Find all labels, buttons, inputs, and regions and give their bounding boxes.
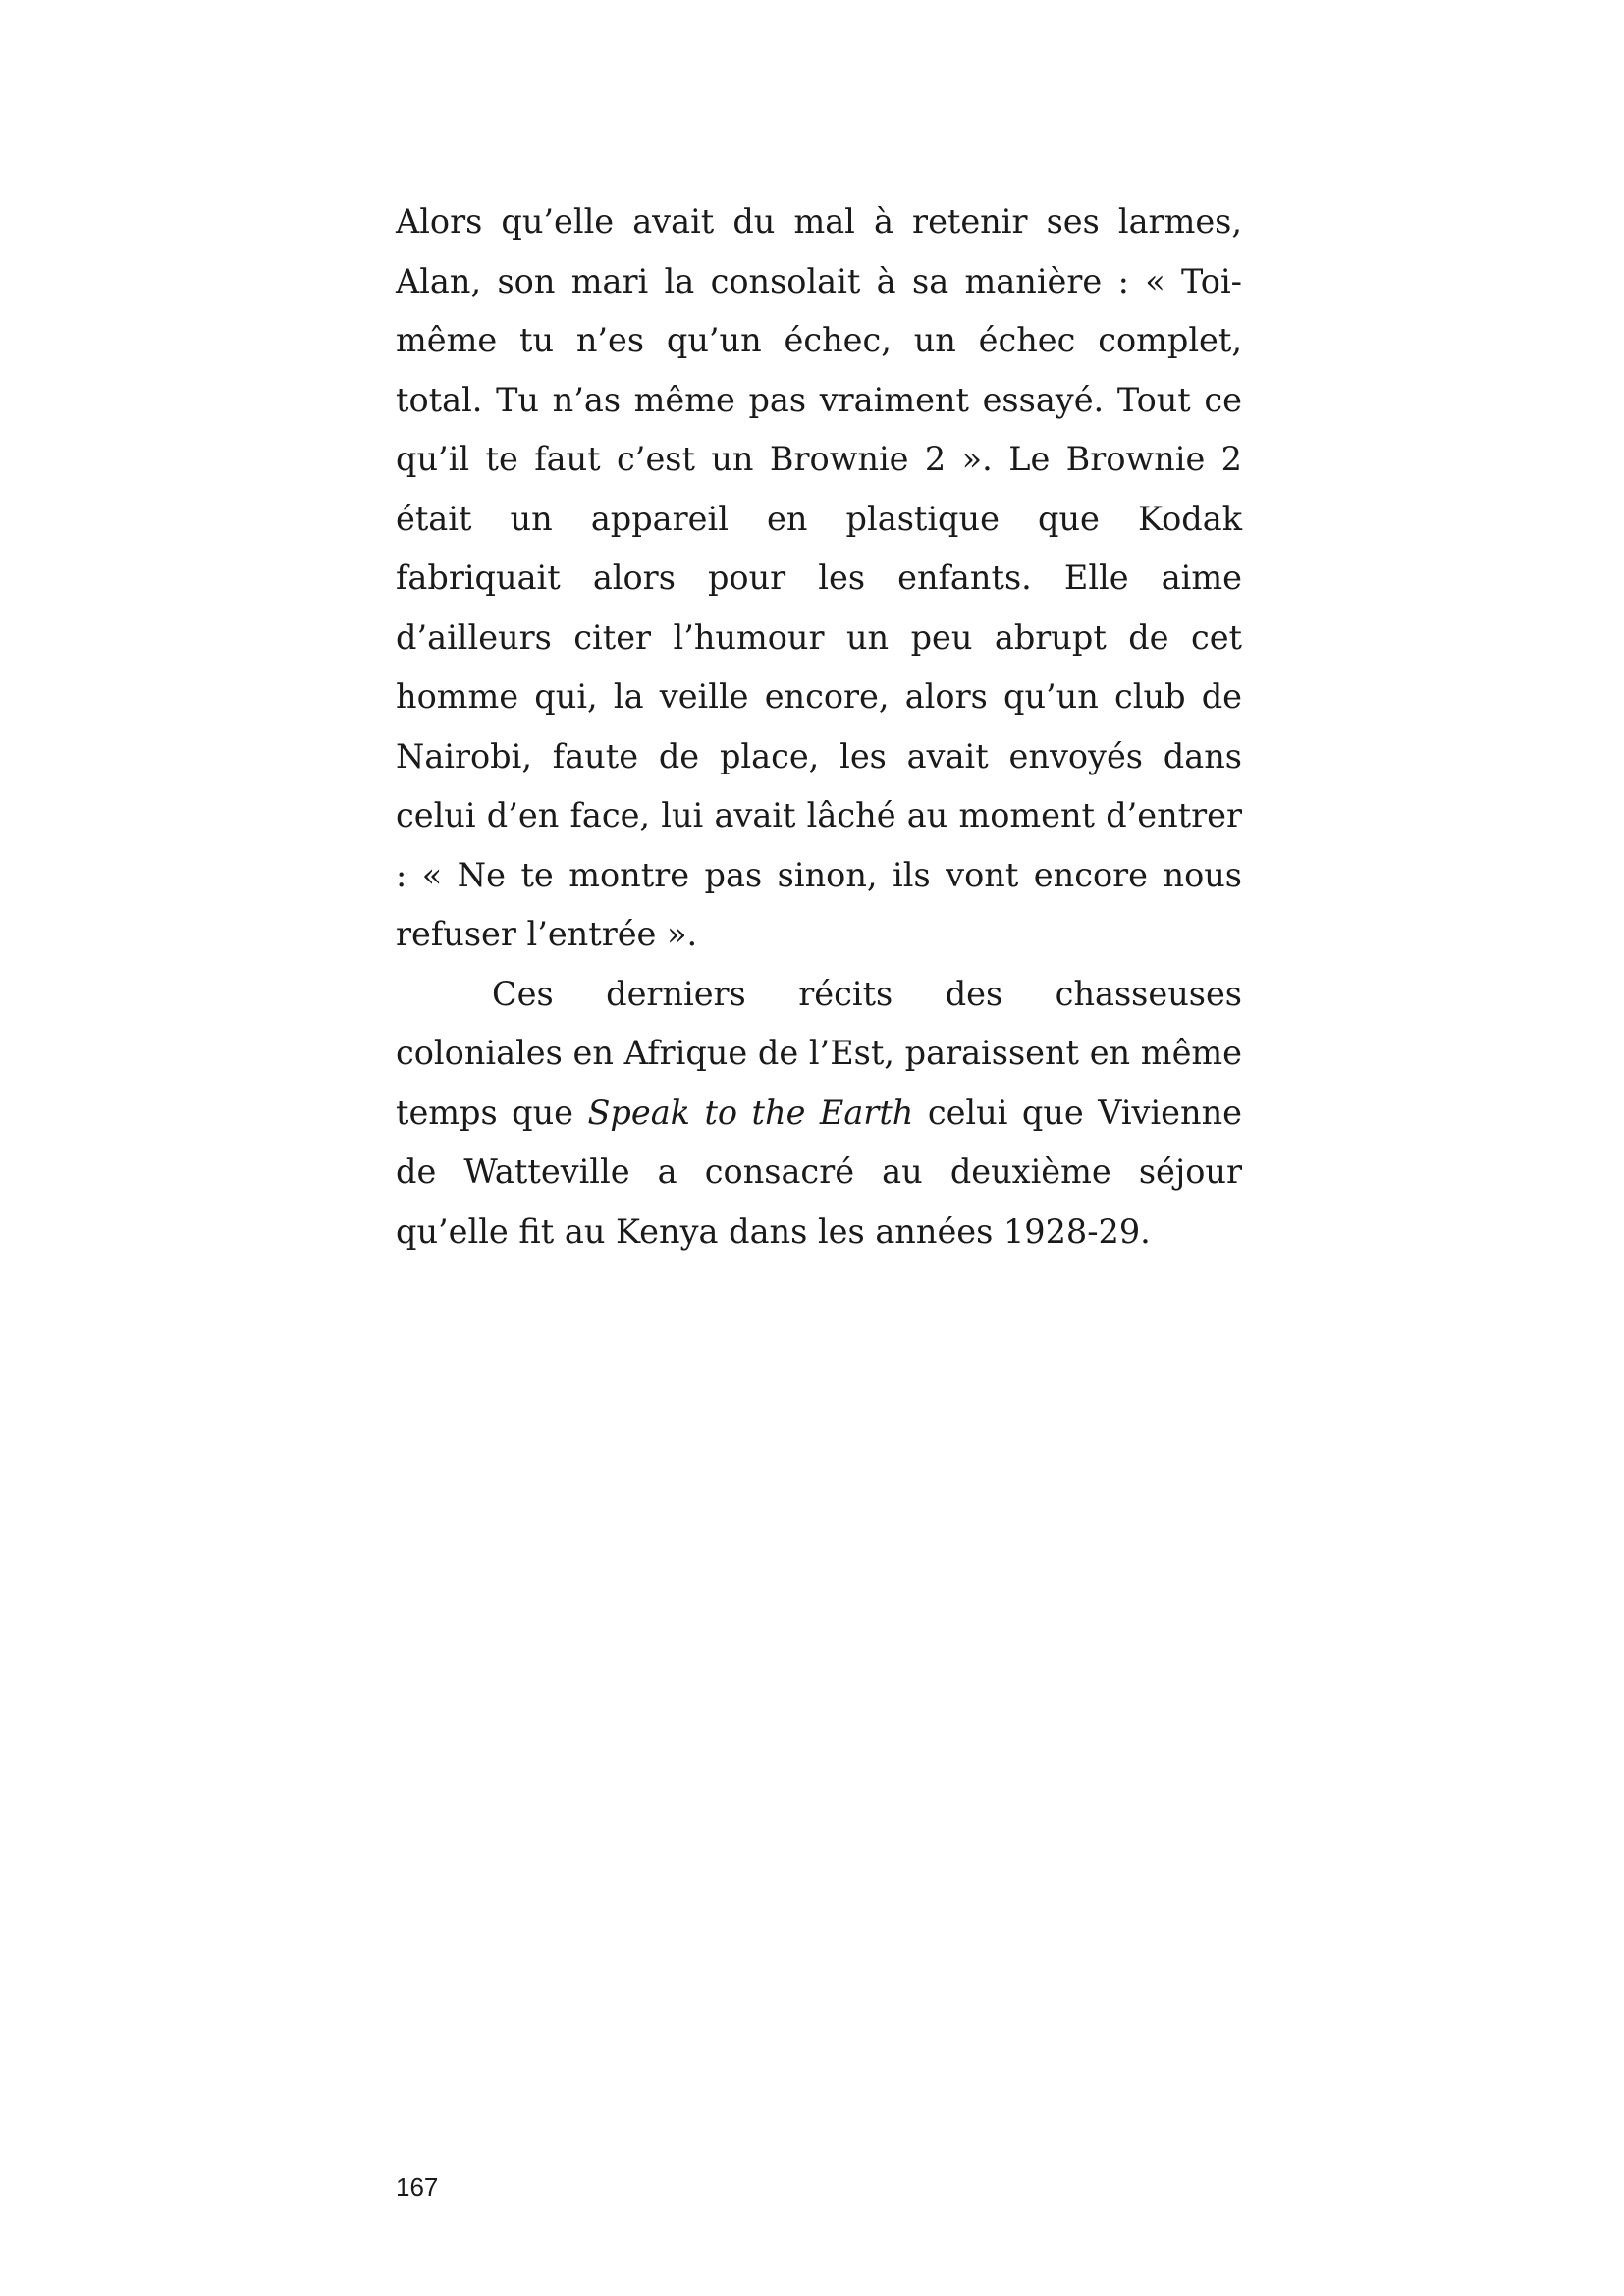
paragraph-1: Alors qu’elle avait du mal à retenir ses larmes, Alan, son mari la consolait à sa manière : « Toi-même tu n’es qu’un échec, un échec complet, total. Tu n’as même pas vraiment essayé. Tout ce qu’il te faut c’est un Brownie 2 ». Le Brownie 2 était un appareil en plastique que Kodak fabriquait alors pour les enfants. Elle aime d’ailleurs citer l’humour un peu abrupt de cet homme qui, la veille encore, alors qu’un club de Nairobi, faute de place, les avait envoyés dans celui d’en face, lui avait lâché au moment d’entrer : « Ne te montre pas sinon, ils vont encore nous refuser l’entrée ». xyxy=(396,202,1242,953)
page-number: 167 xyxy=(396,2172,439,2202)
paragraph-2-start: Ces derniers récits des chasseuses coloniales en Afrique de l’Est, paraissent en même temps que xyxy=(396,974,1242,1132)
body-text xyxy=(396,192,1242,1261)
paragraph-2-end: celui que Vivienne de Watteville a consacré au deuxième séjour qu’elle fit au Kenya dans les années 1928-29. xyxy=(396,1093,1242,1251)
book-title: Speak to the Earth xyxy=(587,1093,914,1132)
paragraph-2 xyxy=(396,965,1242,1262)
